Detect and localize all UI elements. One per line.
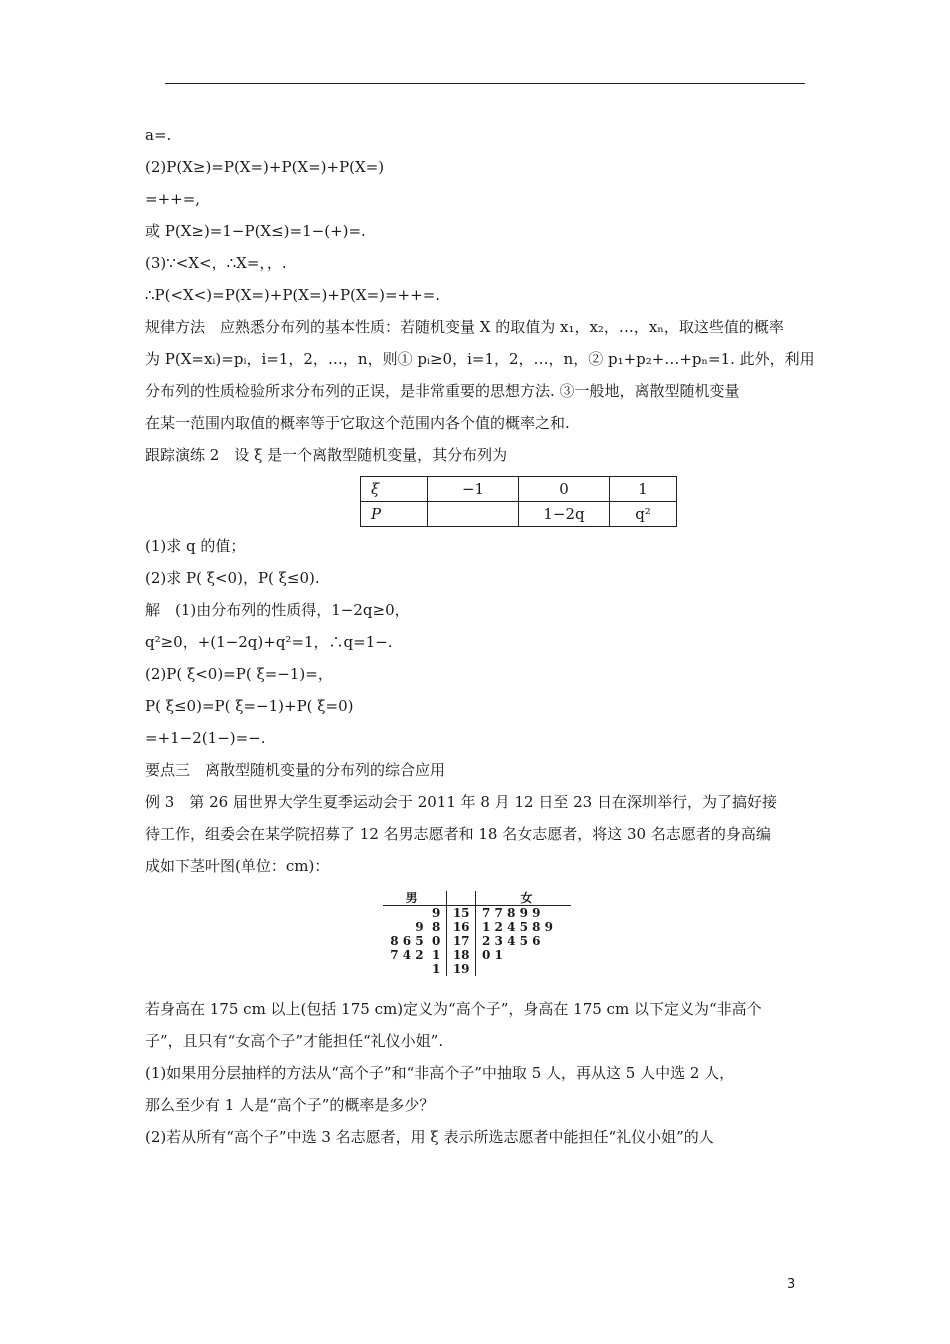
stem-header <box>446 891 476 905</box>
table-cell: P <box>361 502 428 527</box>
male-leaves: 7 4 2 1 <box>390 948 441 962</box>
text-line: (2)若从所有“高个子”中选 3 名志愿者，用 ξ 表示所选志愿者中能担任“礼仪小姐”的人 <box>145 1128 714 1146</box>
text-line: (3)∵<X<，∴X=，，. <box>145 254 287 272</box>
table-row <box>361 477 677 502</box>
header-rule <box>165 83 805 84</box>
method-line: 在某一范围内取值的概率等于它取这个范围内各个值的概率之和. <box>145 414 570 432</box>
male-header: 男 <box>405 891 418 905</box>
example-line: 成如下茎叶图(单位：cm)： <box>145 857 330 875</box>
table-cell: 1 <box>610 477 677 502</box>
example-line: 例 3 第 26 届世界大学生夏季运动会于 2011 年 8 月 12 日至 23 日在深圳举行，为了搞好接 <box>145 793 777 811</box>
distribution-table <box>360 476 677 527</box>
method-line: 规律方法 应熟悉分布列的基本性质：若随机变量 X 的取值为 x₁，x₂，…，xₙ，取这些值的概率 <box>145 318 784 336</box>
text-line: 子”，且只有“女高个子”才能担任“礼仪小姐”. <box>145 1032 444 1050</box>
text-line: ∴P(<X<)=P(X=)+P(X=)+P(X=)=++=. <box>145 286 441 304</box>
exercise-heading: 跟踪演练 2 设 ξ 是一个离散型随机变量，其分布列为 <box>145 446 508 464</box>
text-line: 解 (1)由分布列的性质得，1−2q≥0， <box>145 601 410 619</box>
text-line: (1)求 q 的值； <box>145 537 246 555</box>
female-leaves: 2 3 4 5 6 <box>482 934 541 948</box>
text-line: (2)P(X≥)=P(X=)+P(X=)+P(X=) <box>145 158 385 176</box>
stem-leaf-row <box>383 906 571 920</box>
stem-leaf-row <box>383 920 571 934</box>
male-leaves: 8 6 5 0 <box>390 934 441 948</box>
text-line: 或 P(X≥)=1−P(X≤)=1−(+)=. <box>145 222 366 240</box>
text-line: =+1−2(1−)=−. <box>145 729 266 747</box>
table-cell: −1 <box>428 477 519 502</box>
stem: 18 <box>446 948 476 962</box>
text-line: 那么至少有 1 人是“高个子”的概率是多少？ <box>145 1096 435 1114</box>
table-cell: 1−2q <box>519 502 610 527</box>
table-row <box>361 502 677 527</box>
section-heading: 要点三 离散型随机变量的分布列的综合应用 <box>145 761 446 779</box>
page-body <box>145 124 815 1158</box>
text-line: q²≥0，+(1−2q)+q²=1，∴q=1−. <box>145 633 393 651</box>
male-leaves: 9 <box>431 906 441 920</box>
female-leaves <box>476 962 571 976</box>
stem-leaf-row <box>383 948 571 962</box>
stem: 19 <box>446 962 476 976</box>
stem-leaf-row <box>383 962 571 976</box>
table-cell: q² <box>610 502 677 527</box>
female-header: 女 <box>520 891 533 905</box>
method-line: 分布列的性质检验所求分布列的正误，是非常重要的思想方法. ③一般地，离散型随机变量 <box>145 382 740 400</box>
female-leaves: 7 7 8 9 9 <box>482 906 541 920</box>
table-cell: ξ <box>361 477 428 502</box>
example-line: 待工作，组委会在某学院招募了 12 名男志愿者和 18 名女志愿者，将这 30 名志愿者的身高编 <box>145 825 771 843</box>
stem: 16 <box>446 920 476 934</box>
female-leaves: 0 1 <box>482 948 503 962</box>
table-cell: 0 <box>519 477 610 502</box>
page-number: 3 <box>787 1277 796 1292</box>
stem-leaf-header <box>383 891 571 906</box>
text-line: a=. <box>145 126 172 144</box>
text-line: (2)求 P( ξ<0)，P( ξ≤0). <box>145 569 320 587</box>
male-leaves: 1 <box>431 962 441 976</box>
stem-leaf-plot <box>383 891 815 976</box>
method-line: 为 P(X=xᵢ)=pᵢ，i=1，2，…，n，则① pᵢ≥0，i=1，2，…，n，② p₁+p₂+…+pₙ=1. 此外，利用 <box>145 350 815 368</box>
table-cell <box>428 502 519 527</box>
text-line: 若身高在 175 cm 以上(包括 175 cm)定义为“高个子”，身高在 175 cm 以下定义为“非高个 <box>145 1000 762 1018</box>
text-line: =++=, <box>145 190 201 208</box>
text-line: (1)如果用分层抽样的方法从“高个子”和“非高个子”中抽取 5 人，再从这 5 人中选 2 人， <box>145 1064 735 1082</box>
female-leaves: 1 2 4 5 8 9 <box>482 920 554 934</box>
male-leaves: 9 8 <box>415 920 441 934</box>
text-line: P( ξ≤0)=P( ξ=−1)+P( ξ=0) <box>145 697 354 715</box>
text-line: (2)P( ξ<0)=P( ξ=−1)=， <box>145 665 333 683</box>
stem-leaf-row <box>383 934 571 948</box>
stem: 17 <box>446 934 476 948</box>
stem: 15 <box>446 906 476 920</box>
